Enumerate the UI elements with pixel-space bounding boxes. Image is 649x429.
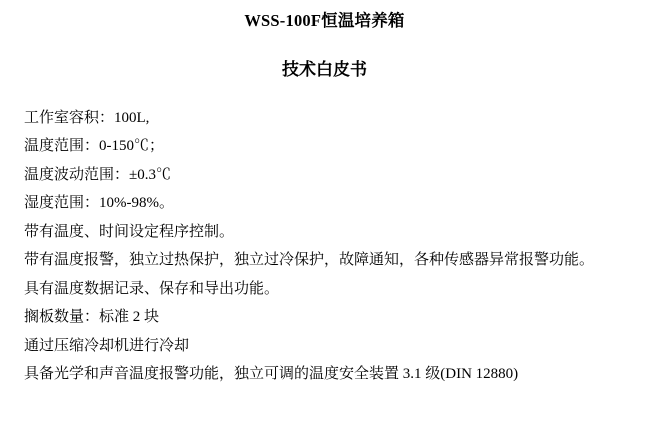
body-line: 通过压缩冷却机进行冷却	[24, 337, 190, 354]
body-line: 带有温度、时间设定程序控制。	[24, 223, 235, 240]
body-line: 具有温度数据记录、保存和导出功能。	[24, 280, 280, 297]
body-line: 搁板数量：标准 2 块	[24, 309, 160, 326]
body-line: 工作室容积：100L,	[24, 109, 150, 126]
body-line: 湿度范围：10%-98%。	[24, 195, 174, 212]
document-body	[0, 104, 649, 389]
body-line: 温度范围：0-150℃；	[24, 138, 164, 155]
body-line: 带有温度报警，独立过热保护，独立过冷保护，故障通知，各种传感器异常报警功能。	[24, 252, 595, 269]
body-line: 温度波动范围：±0.3℃	[24, 166, 171, 183]
document-subtitle: 技术白皮书	[282, 60, 367, 80]
document-page	[0, 10, 649, 429]
document-title: WSS-100F恒温培养箱	[244, 11, 405, 30]
body-line: 具备光学和声音温度报警功能，独立可调的温度安全装置 3.1 级(DIN 12880)	[24, 366, 519, 383]
